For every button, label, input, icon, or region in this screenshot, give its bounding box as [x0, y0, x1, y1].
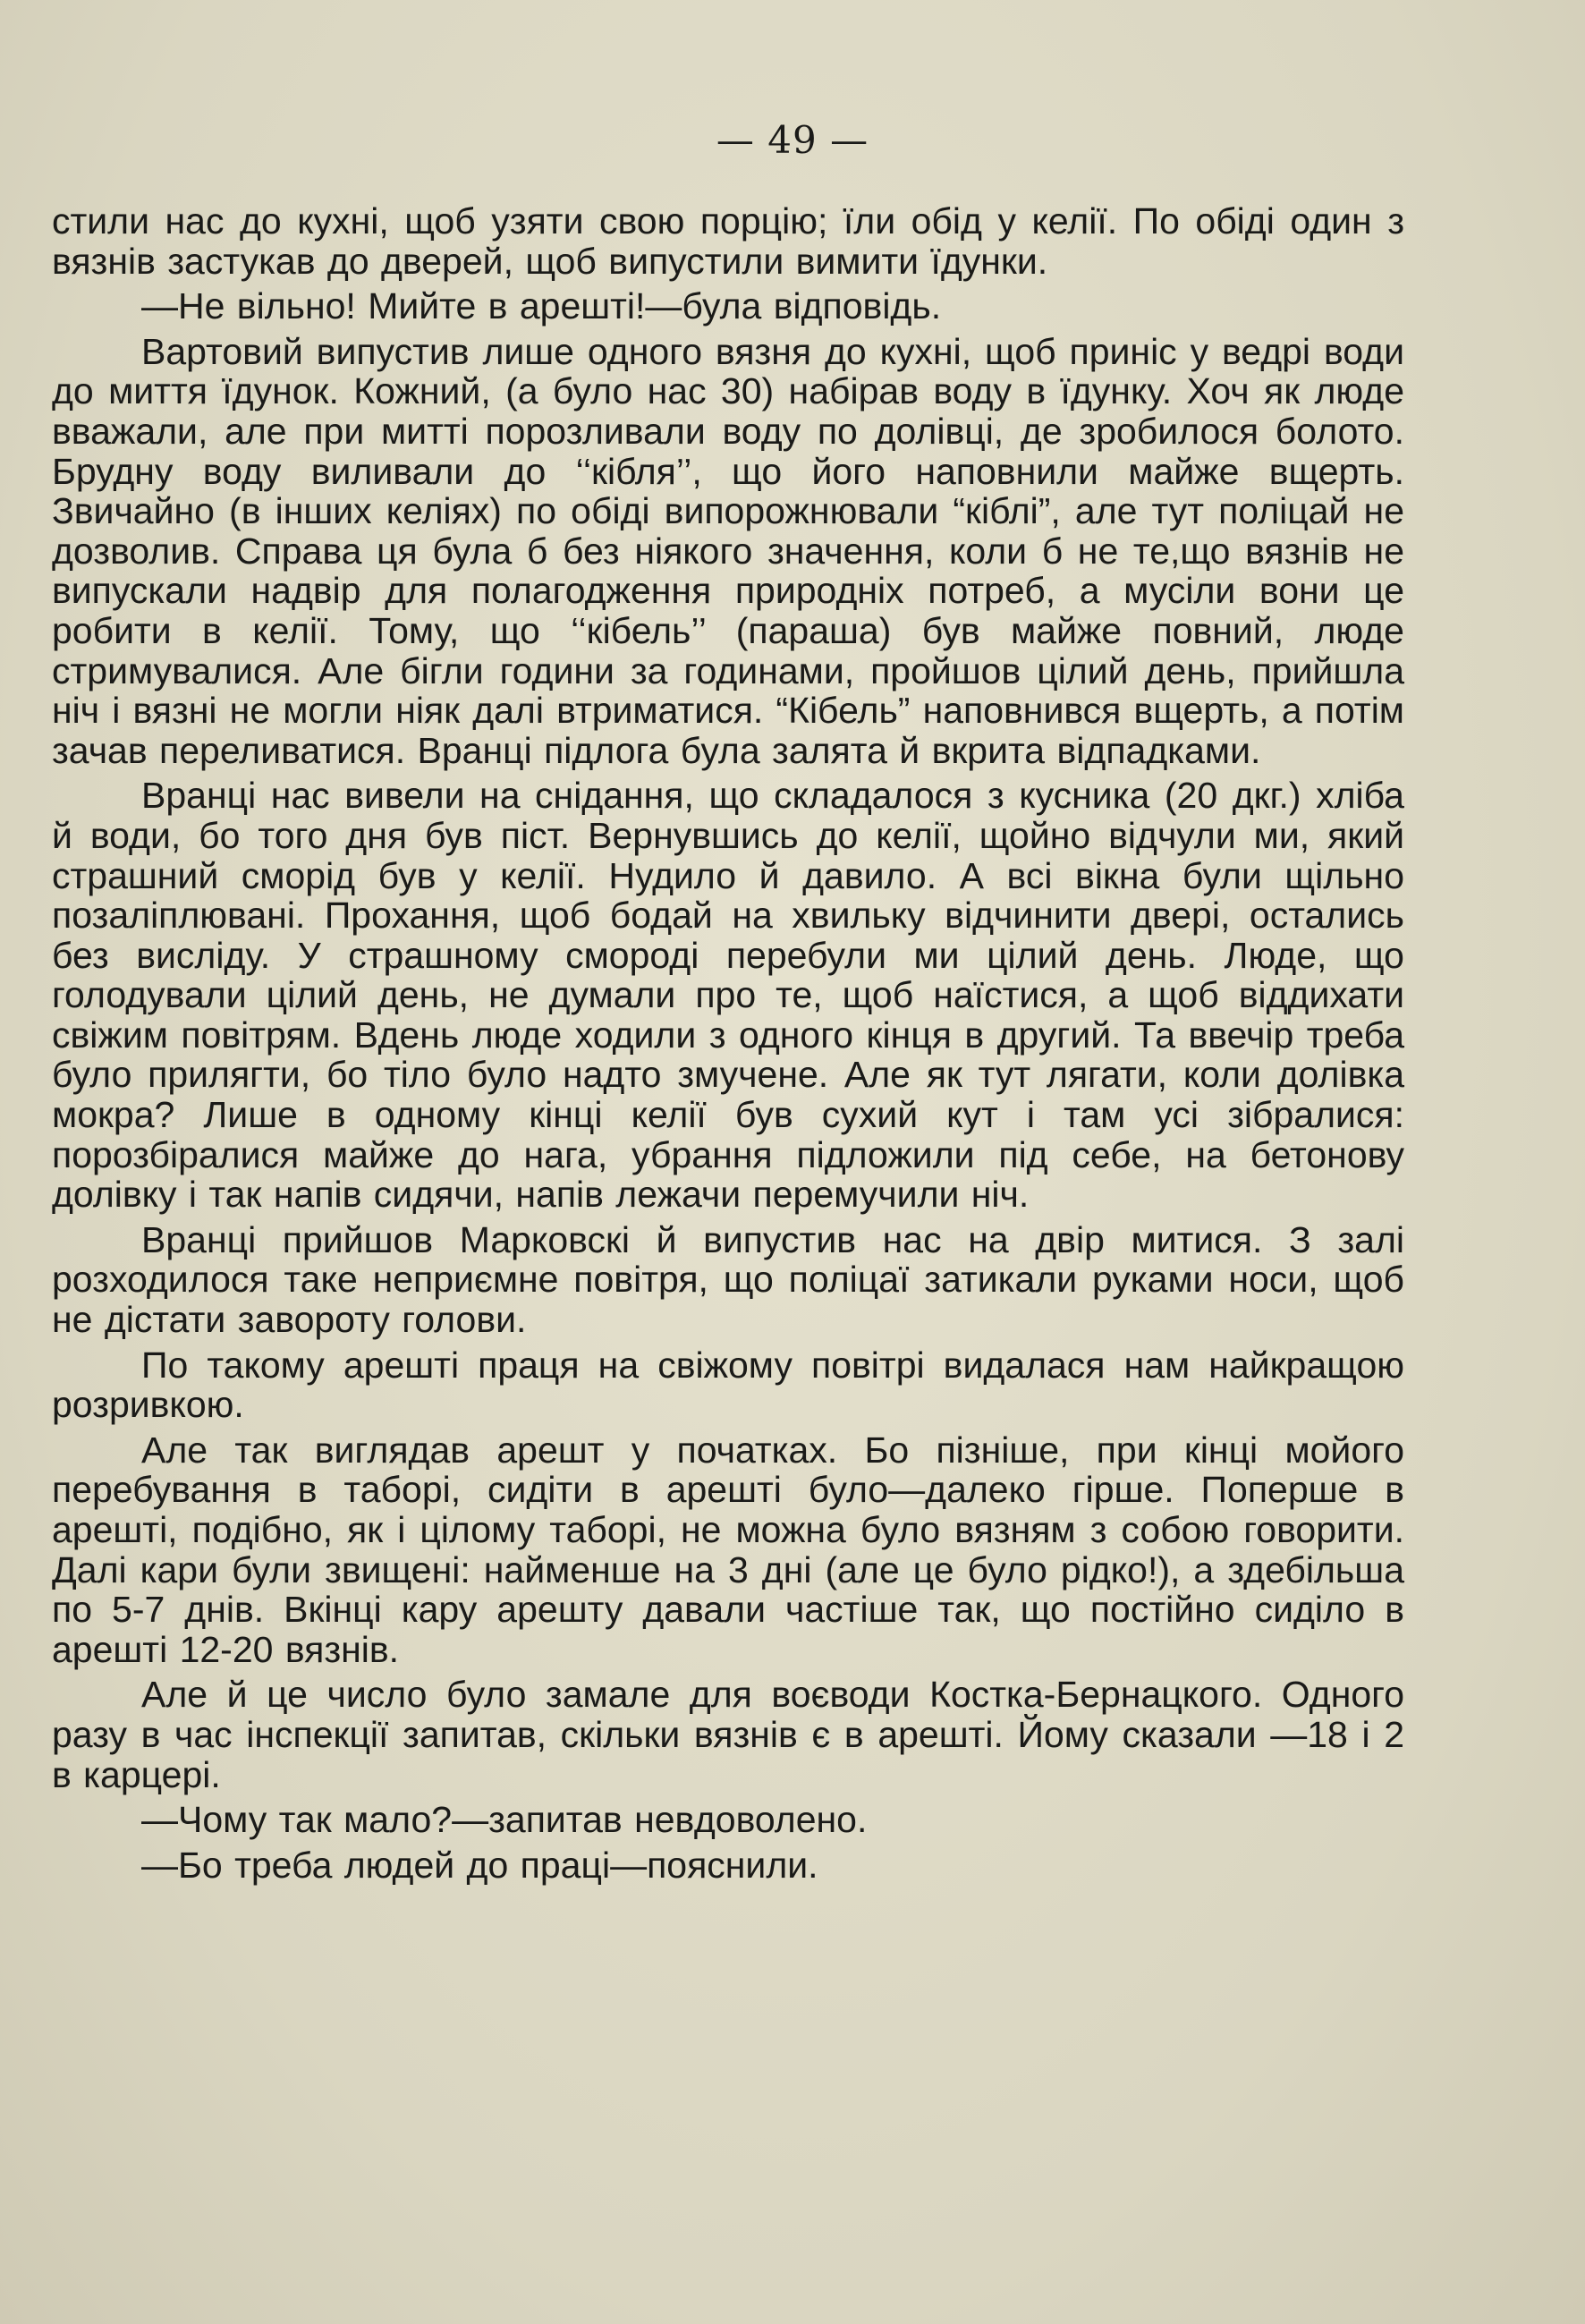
paragraph-7: Але так виглядав арешт у початках. Бо пізніше, при кінці мойого перебування в таборі, сидіти в арешті було—далеко гірше. Поперше в арешті, подібно, як і цілому таборі, не можна було вязням з собою говорити. Далі кари були звищені: найменше на 3 дні (але це було рідко!), а здебільша по 5-7 днів. Вкінці кару арешту давали частіше так, що постійно сиділо в арешті 12-20 вязнів. — [52, 1429, 1404, 1670]
paragraph-3: Вартовий випустив лише одного вязня до кухні, щоб приніс у ведрі води до миття їдунок. Кожний, (а було нас 30) набірав воду в їдунку. Хоч як люде вважали, але при митті порозливали воду по долівці, де зробилося болото. Брудну воду виливали до ‘‘кібля’’, що його наповнили майже вщерть. Звичайно (в інших келіях) по обіді випорожнювали “кіблі”, але тут поліцай не дозволив. Справа ця була б без ніякого значення, коли б не те,що вязнів не випускали надвір для полагодження природніх потреб, а мусіли вони це робити в келії. Тому, що ‘‘кібель’’ (параша) був майже повний, люде стримувалися. Але бігли години за годинами, пройшов цілий день, прийшла ніч і вязні не могли ніяк далі втриматися. “Кібель” наповнився вщерть, а потім зачав переливатися. Вранці підлога була залята й вкрита відпадками. — [52, 330, 1404, 771]
body-text — [52, 201, 1404, 1890]
paragraph-9: —Чому так мало?—запитав невдоволено. — [141, 1799, 868, 1841]
paragraph-5: Вранці прийшов Марковскі й випустив нас на двір митися. З залі розходилося таке неприємне повітря, що поліцаї затикали руками носи, щоб не дістати завороту голови. — [52, 1218, 1404, 1341]
paragraph-4: Вранці нас вивели на снідання, що складалося з кусника (20 дкг.) хліба й води, бо того дня був піст. Вернувшись до келії, щойно відчули ми, який страшний сморід був у келії. Нудило й давило. А всі вікна були щільно позаліплювані. Прохання, щоб бодай на хвильку відчинити двері, остались без висліду. У страшному смороді перебули ми цілий день. Люде, що голодували цілий день, не думали про те, щоб наїстися, а щоб віддихати свіжим повітрям. Вдень люде ходили з одного кінця в другий. Та ввечір треба було прилягти, бо тіло було надто змучене. Але як тут лягати, коли долівка мокра? Лише в одному кінці келії був сухий кут і там усі зібралися: порозбіралися майже до нага, убрання підложили під себе, на бетонову долівку і так напів сидячи, напів лежачи перемучили ніч. — [52, 775, 1404, 1216]
paragraph-10: —Бо треба людей до праці—пояснили. — [141, 1844, 818, 1886]
page-number: — 49 — — [716, 118, 869, 162]
paragraph-2: —Не вільно! Мийте в арешті!—була відповідь. — [141, 285, 942, 327]
paragraph-6: По такому арешті праця на свіжому повітрі видалася нам найкращою розривкою. — [52, 1344, 1404, 1426]
paragraph-8: Але й це число було замале для воєводи Костка-Бернацкого. Одного разу в час інспекції запитав, скільки вязнів є в арешті. Йому сказали —18 і 2 в карцері. — [52, 1674, 1404, 1795]
paragraph-1: стили нас до кухні, щоб узяти свою порцію; їли обід у келії. По обіді один з вязнів застукав до дверей, щоб випустили вимити їдунки. — [52, 200, 1404, 282]
